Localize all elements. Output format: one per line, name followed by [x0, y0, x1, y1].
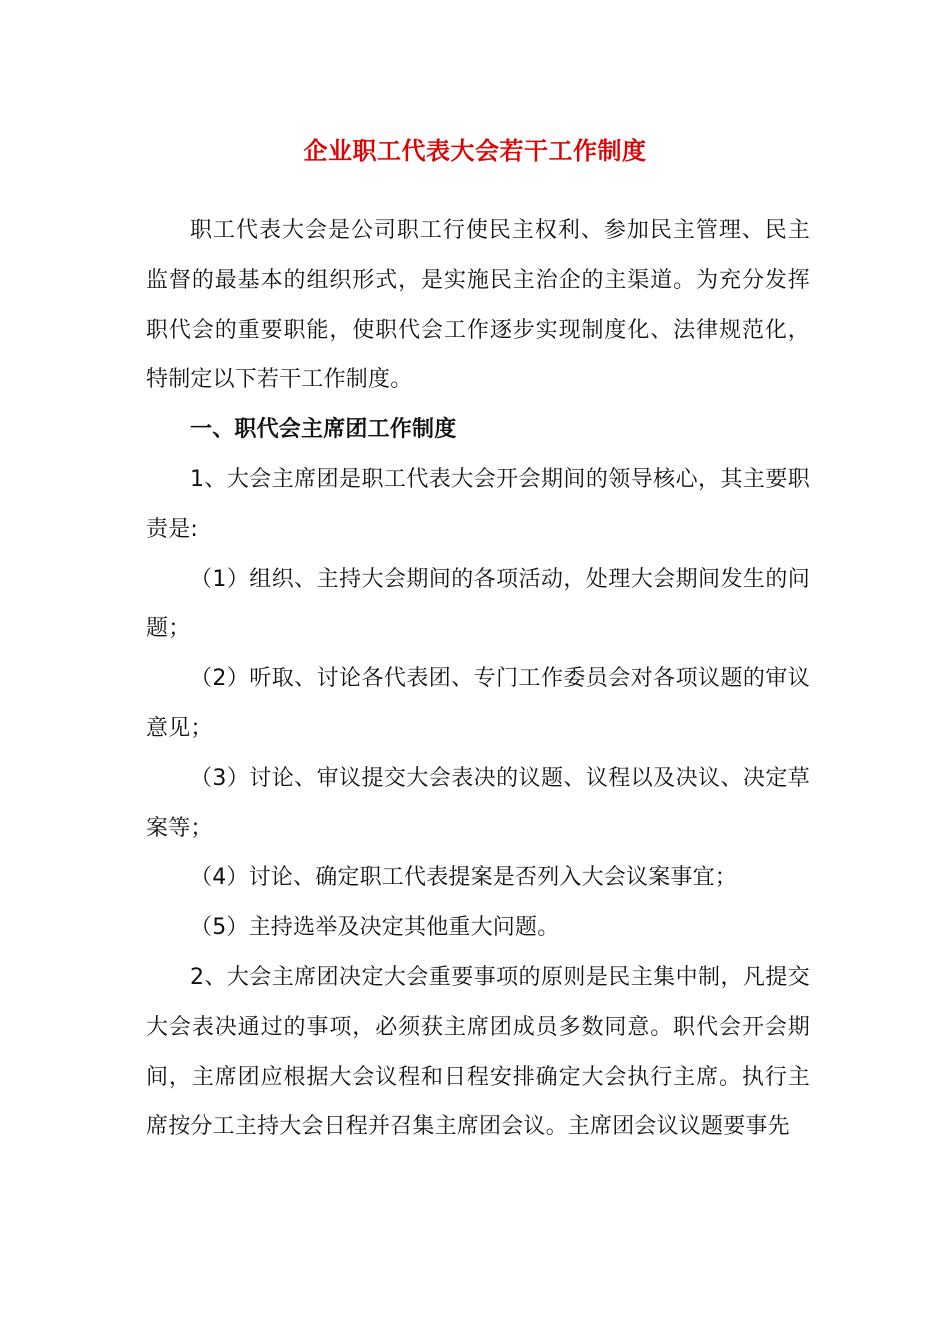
list-item: （1）组织、主持大会期间的各项活动，处理大会期间发生的问题； — [146, 566, 810, 642]
document-title: 企业职工代表大会若干工作制度 — [303, 137, 647, 165]
intro-paragraph: 职工代表大会是公司职工行使民主权利、参加民主管理、民主监督的最基本的组织形式，是实施民主治企的主渠道。为充分发挥职代会的重要职能，使职代会工作逐步实现制度化、法律规范化，特制定以下若干工作制度。 — [146, 218, 810, 393]
clause-paragraph: 2、大会主席团决定大会重要事项的原则是民主集中制，凡提交大会表决通过的事项，必须获主席团成员多数同意。职代会开会期间，主席团应根据大会议程和日程安排确定大会执行主席。执行主席按分工主持大会日程并召集主席团会议。主席团会议议题要事先 — [146, 964, 810, 1140]
section-heading: 一、职代会主席团工作制度 — [190, 417, 457, 443]
list-item: （2）听取、讨论各代表团、专门工作委员会对各项议题的审议意见； — [146, 666, 810, 741]
clause-paragraph: 1、大会主席团是职工代表大会开会期间的领导核心，其主要职责是: — [146, 466, 810, 542]
list-item: （5）主持选举及决定其他重大问题。 — [190, 915, 560, 941]
list-item: （3）讨论、审议提交大会表决的议题、议程以及决议、决定草案等； — [146, 765, 810, 841]
document-body — [146, 206, 810, 1152]
list-item: （4）讨论、确定职工代表提案是否列入大会议案事宜； — [190, 865, 737, 891]
